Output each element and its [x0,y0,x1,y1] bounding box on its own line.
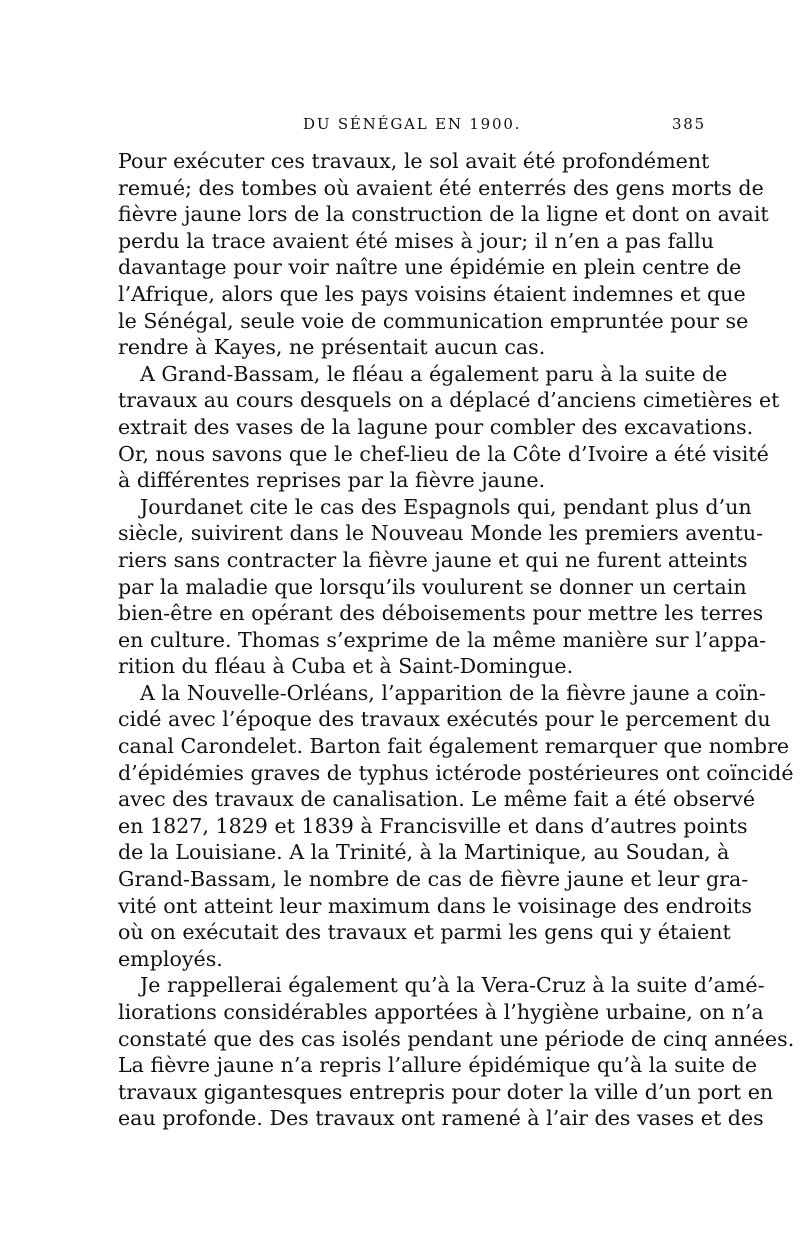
body-text [118,148,795,1132]
text-line: par la maladie que lorsqu’ils voulurent se donner un certain [118,574,747,599]
text-line: à différentes reprises par la fièvre jaune. [118,468,546,493]
text-line: Jourdanet cite le cas des Espagnols qui, pendant plus d’un [140,494,752,519]
text-line: perdu la trace avaient été mises à jour; il n’en a pas fallu [118,228,714,253]
page-number: 385 [671,115,706,133]
text-line: où on exécutait des travaux et parmi les gens qui y étaient [118,920,731,945]
text-line: Je rappellerai également qu’à la Vera-Cruz à la suite d’amé- [140,973,765,998]
text-line: remué; des tombes où avaient été enterrés des gens morts de [118,175,764,200]
text-line: Grand-Bassam, le nombre de cas de fièvre jaune et leur gra- [118,867,749,892]
text-line: siècle, suivirent dans le Nouveau Monde les premiers aventu- [118,521,764,546]
text-line: davantage pour voir naître une épidémie en plein centre de [118,255,742,280]
text-line: vité ont atteint leur maximum dans le voisinage des endroits [118,893,752,918]
text-line: La fièvre jaune n’a repris l’allure épidémique qu’à la suite de [118,1053,758,1078]
text-line: en 1827, 1829 et 1839 à Francisville et dans d’autres points [118,813,748,838]
text-line: A la Nouvelle-Orléans, l’apparition de la fièvre jaune a coïn- [140,680,766,705]
text-line: liorations considérables apportées à l’hygiène urbaine, on n’a [118,1000,764,1024]
text-line: A Grand-Bassam, le fléau a également paru à la suite de [140,361,728,386]
text-line: eau profonde. Des travaux ont ramené à l’air des vases et des [118,1106,764,1131]
text-line: avec des travaux de canalisation. Le même fait a été observé [118,787,756,812]
text-line: cidé avec l’époque des travaux exécutés pour le percement du [118,707,771,732]
text-line: travaux au cours desquels on a déplacé d’anciens cimetières et [118,388,780,413]
text-line: rition du fléau à Cuba et à Saint-Domingue. [118,654,574,679]
text-line: l’Afrique, alors que les pays voisins étaient indemnes et que [118,281,746,306]
text-line: riers sans contracter la fièvre jaune et qui ne furent atteints [118,547,748,572]
text-line: rendre à Kayes, ne présentait aucun cas. [118,335,546,360]
text-line: Pour exécuter ces travaux, le sol avait été profondément [118,149,710,173]
text-line: constaté que des cas isolés pendant une période de cinq années. [118,1026,795,1051]
text-line: le Sénégal, seule voie de communication empruntée pour se [118,308,749,333]
text-line: fièvre jaune lors de la construction de la ligne et dont on avait [118,202,769,227]
text-line: canal Carondelet. Barton fait également remarquer que nombre [118,734,790,759]
text-line: en culture. Thomas s’exprime de la même manière sur l’appa- [118,627,767,652]
running-title: DU SÉNÉGAL EN 1900. [303,115,522,133]
text-line: Or, nous savons que le chef-lieu de la Côte d’Ivoire a été visité [118,441,769,466]
text-line: employés. [118,946,223,971]
running-head [118,115,706,139]
text-line: travaux gigantesques entrepris pour doter la ville d’un port en [118,1079,774,1104]
text-line: d’épidémies graves de typhus ictérode postérieures ont coïncidé [118,760,794,785]
text-line: bien-être en opérant des déboisements pour mettre les terres [118,601,764,626]
text-line: extrait des vases de la lagune pour combler des excavations. [118,414,754,439]
text-line: de la Louisiane. A la Trinité, à la Martinique, au Soudan, à [118,840,730,865]
